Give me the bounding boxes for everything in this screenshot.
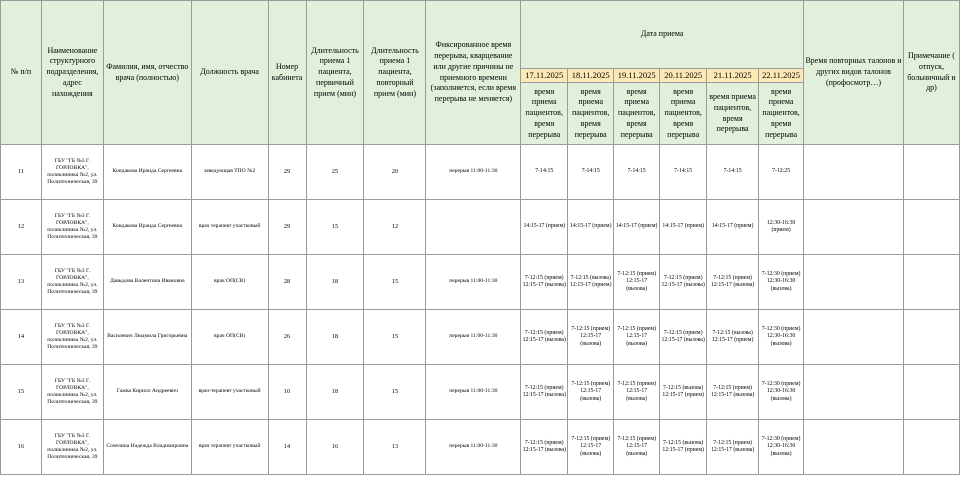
row-number: 16 xyxy=(1,420,42,475)
row-day-schedule: 7-12:15 (прием) 12:15-17 (вызова) xyxy=(707,365,759,420)
table-row xyxy=(1,145,960,200)
header-date-sub: время приема пациентов, время перерыва xyxy=(614,83,660,145)
header-date: 19.11.2025 xyxy=(614,69,660,83)
row-day-schedule: 7-12:15 (прием) 12:15-17 (вызова) xyxy=(521,420,568,475)
row-number: 11 xyxy=(1,145,42,200)
row-day-schedule: 7-12:15 (прием) 12:15-17 (вызова) xyxy=(521,310,568,365)
row-day-schedule: 14:15-17 (прием) xyxy=(614,200,660,255)
row-day-schedule: 7-14:15 xyxy=(568,145,614,200)
row-day-schedule: 7-14:15 xyxy=(614,145,660,200)
header-date-sub: время приема пациентов, время перерыва xyxy=(521,83,568,145)
header-date-sub: время приема пациентов, время перерыва xyxy=(568,83,614,145)
row-day-schedule: 14:15-17 (прием) xyxy=(660,200,707,255)
row-day-schedule: 7-14:15 xyxy=(660,145,707,200)
header-date: 17.11.2025 xyxy=(521,69,568,83)
row-day-schedule: 7-12:15 (прием) 12:15-17 (вызова) xyxy=(707,420,759,475)
row-department: ГБУ "ГБ №3 Г. ГОРЛОВКА", поликлиника №2, ул. Политехническая, 39 xyxy=(41,200,103,255)
row-break: перерыв 11:00-11:30 xyxy=(426,255,521,310)
row-repeat-tickets xyxy=(804,310,904,365)
row-day-schedule: 7-12:15 (прием) 12:15-17 (вызова) xyxy=(707,255,759,310)
row-break: перерыв 11:00-11:30 xyxy=(426,365,521,420)
row-doctor-name: Гажва Кирилл Андреевич xyxy=(103,365,191,420)
header-date-sub: время приема пациентов, время перерыва xyxy=(660,83,707,145)
row-day-schedule: 7-12:15 (прием) 12:15-17 (вызова) xyxy=(521,255,568,310)
header-date: 18.11.2025 xyxy=(568,69,614,83)
row-doctor-name: Кондакова Ираида Сергеевна xyxy=(103,145,191,200)
row-day-schedule: 7-12:15 (прием) 12:15-17 (вызова) xyxy=(614,310,660,365)
row-duration-repeat: 15 xyxy=(364,310,426,365)
row-repeat-tickets xyxy=(804,145,904,200)
table-row xyxy=(1,200,960,255)
row-day-schedule: 7-12:15 (вызова) 12:15-17 (прием) xyxy=(660,420,707,475)
row-break xyxy=(426,200,521,255)
header-date: 21.11.2025 xyxy=(707,69,759,83)
table-header xyxy=(1,1,960,145)
row-room: 29 xyxy=(268,145,306,200)
row-break: перерыв 11:00-11:30 xyxy=(426,310,521,365)
header-room: Номер кабинета xyxy=(268,1,306,145)
row-day-schedule: 7-12:15 (вызова) 12:15-17 (прием) xyxy=(568,255,614,310)
row-room: 26 xyxy=(268,310,306,365)
row-note xyxy=(903,255,959,310)
row-day-schedule: 7-14:15 xyxy=(707,145,759,200)
row-day-schedule: 7-12:15 (прием) 12:15-17 (вызова) xyxy=(568,420,614,475)
table-row xyxy=(1,420,960,475)
row-department: ГБУ "ГБ №3 Г. ГОРЛОВКА", поликлиника №2, ул. Политехническая, 39 xyxy=(41,420,103,475)
row-number: 13 xyxy=(1,255,42,310)
row-day-schedule: 14:15-17 (прием) xyxy=(707,200,759,255)
row-duration-repeat: 13 xyxy=(364,420,426,475)
row-day-schedule: 7-12:30 (прием) 12:30-16:30 (вызова) xyxy=(759,420,804,475)
row-number: 12 xyxy=(1,200,42,255)
row-day-schedule: 7-12:25 xyxy=(759,145,804,200)
row-room: 14 xyxy=(268,420,306,475)
header-duration-first: Длительность приема 1 пациента, первичный прием (мин) xyxy=(306,1,364,145)
row-repeat-tickets xyxy=(804,200,904,255)
row-note xyxy=(903,310,959,365)
row-day-schedule: 7-12:15 (прием) 12:15-17 (вызова) xyxy=(521,365,568,420)
row-day-schedule: 12:30-16:30 (прием) xyxy=(759,200,804,255)
row-doctor-name: Давыдова Валентина Ивановна xyxy=(103,255,191,310)
row-duration-first: 18 xyxy=(306,310,364,365)
table-row xyxy=(1,310,960,365)
row-note xyxy=(903,365,959,420)
row-department: ГБУ "ГБ №3 Г. ГОРЛОВКА", поликлиника №2, ул. Политехническая, 39 xyxy=(41,255,103,310)
header-position: Должность врача xyxy=(191,1,268,145)
table-row xyxy=(1,255,960,310)
row-position: заведующая ТПО №2 xyxy=(191,145,268,200)
row-break: перерыв 11:00-11:30 xyxy=(426,145,521,200)
row-day-schedule: 7-14:15 xyxy=(521,145,568,200)
row-day-schedule: 7-12:15 (прием) 12:15-17 (вызова) xyxy=(568,310,614,365)
row-room: 29 xyxy=(268,200,306,255)
row-day-schedule: 14:15-17 (прием) xyxy=(568,200,614,255)
row-day-schedule: 7-12:15 (прием) 12:15-17 (вызова) xyxy=(660,310,707,365)
header-fio: Фамилия, имя, отчество врача (полностью) xyxy=(103,1,191,145)
row-day-schedule: 7-12:30 (прием) 12:30-16:30 (вызова) xyxy=(759,310,804,365)
row-day-schedule: 7-12:15 (прием) 12:15-17 (вызова) xyxy=(660,255,707,310)
header-date: 20.11.2025 xyxy=(660,69,707,83)
header-break: Фиксированное время перерыва, кварцевание или другие причины не приемного времени (заполняется, если время перерыва не меняется) xyxy=(426,1,521,145)
row-department: ГБУ "ГБ №3 Г. ГОРЛОВКА", поликлиника №2, ул. Политехническая, 39 xyxy=(41,310,103,365)
row-note xyxy=(903,420,959,475)
row-duration-first: 25 xyxy=(306,145,364,200)
header-date-sub: время приема пациентов, время перерыва xyxy=(707,83,759,145)
row-duration-repeat: 15 xyxy=(364,255,426,310)
row-duration-first: 15 xyxy=(306,200,364,255)
row-room: 10 xyxy=(268,365,306,420)
row-doctor-name: Кондакова Ираида Сергеевна xyxy=(103,200,191,255)
row-day-schedule: 7-12:15 (вызова) 12:15-17 (прием) xyxy=(660,365,707,420)
row-day-schedule: 7-12:15 (прием) 12:15-17 (вызова) xyxy=(568,365,614,420)
row-note xyxy=(903,200,959,255)
row-day-schedule: 7-12:15 (прием) 12:15-17 (вызова) xyxy=(614,420,660,475)
row-day-schedule: 7-12:15 (вызова) 12:15-17 (прием) xyxy=(707,310,759,365)
header-date-sub: время приема пациентов, время перерыва xyxy=(759,83,804,145)
row-doctor-name: Сочелина Надежда Владимировна xyxy=(103,420,191,475)
row-number: 15 xyxy=(1,365,42,420)
row-day-schedule: 7-12:30 (прием) 12:30-16:30 (вызова) xyxy=(759,255,804,310)
table-body xyxy=(1,145,960,475)
table-row xyxy=(1,365,960,420)
row-repeat-tickets xyxy=(804,365,904,420)
row-day-schedule: 7-12:15 (прием) 12:15-17 (вызова) xyxy=(614,365,660,420)
row-day-schedule: 7-12:30 (прием) 12:30-16:30 (вызова) xyxy=(759,365,804,420)
header-repeat-tickets: Время повторных талонов и других видов талонов (профосмотр…) xyxy=(804,1,904,145)
row-day-schedule: 14:15-17 (прием) xyxy=(521,200,568,255)
row-break: перерыв 11:00-11:30 xyxy=(426,420,521,475)
row-duration-first: 16 xyxy=(306,420,364,475)
header-date: 22.11.2025 xyxy=(759,69,804,83)
row-duration-repeat: 15 xyxy=(364,365,426,420)
row-position: врач ОП(СВ) xyxy=(191,255,268,310)
row-number: 14 xyxy=(1,310,42,365)
header-num: № п/п xyxy=(1,1,42,145)
row-room: 28 xyxy=(268,255,306,310)
row-note xyxy=(903,145,959,200)
row-repeat-tickets xyxy=(804,420,904,475)
header-date-group: Дата приема xyxy=(521,1,804,69)
row-position: врач ОП(СВ) xyxy=(191,310,268,365)
row-duration-first: 18 xyxy=(306,365,364,420)
row-position: врач терапевт участковый xyxy=(191,200,268,255)
header-dept: Наименование структурного подразделения, адрес нахождения xyxy=(41,1,103,145)
row-position: врач-терапевт участковый xyxy=(191,365,268,420)
row-department: ГБУ "ГБ №3 Г. ГОРЛОВКА", поликлиника №2, ул. Политехническая, 39 xyxy=(41,145,103,200)
row-department: ГБУ "ГБ №3 Г. ГОРЛОВКА", поликлиника №2, ул. Политехническая, 39 xyxy=(41,365,103,420)
row-duration-repeat: 12 xyxy=(364,200,426,255)
row-doctor-name: Василевич Людмила Григорьевна xyxy=(103,310,191,365)
row-repeat-tickets xyxy=(804,255,904,310)
header-duration-repeat: Длительность приема 1 пациента, повторный прием (мин) xyxy=(364,1,426,145)
row-duration-first: 18 xyxy=(306,255,364,310)
row-position: врач терапевт участковый xyxy=(191,420,268,475)
header-note: Примечание ( отпуск, больничный и др) xyxy=(903,1,959,145)
row-duration-repeat: 20 xyxy=(364,145,426,200)
row-day-schedule: 7-12:15 (прием) 12:15-17 (вызова) xyxy=(614,255,660,310)
